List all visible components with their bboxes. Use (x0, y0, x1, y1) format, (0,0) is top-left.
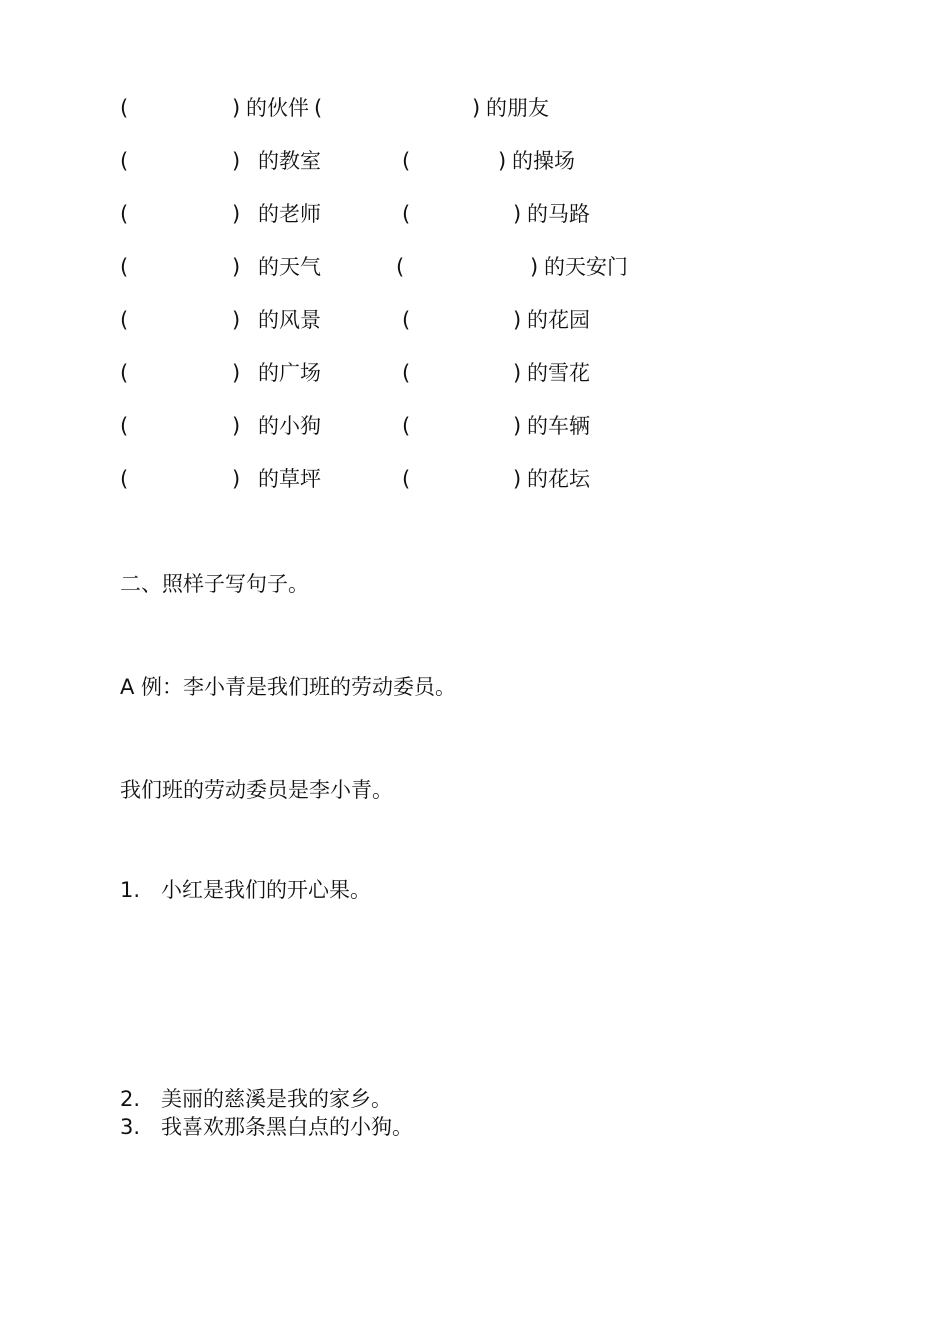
example-sentence: A 例：李小青是我们班的劳动委员。 (120, 675, 457, 699)
blank-open-paren: ( (402, 308, 411, 332)
phrase-text: 的天气 (258, 255, 321, 279)
phrase-text: 的雪花 (527, 361, 590, 385)
phrase-text: 的教室 (258, 149, 321, 173)
blank-open-paren: ( (396, 255, 405, 279)
phrase-text: 的老师 (258, 202, 321, 226)
phrase-text: 的风景 (258, 308, 321, 332)
blank-close-paren: ) (232, 308, 241, 332)
phrase-text: 的花园 (527, 308, 590, 332)
blank-close-paren: ) (232, 202, 241, 226)
section-heading: 二、照样子写句子。 (120, 572, 309, 596)
question-text: 我喜欢那条黑白点的小狗。 (161, 1115, 413, 1139)
blank-open-paren: ( (402, 149, 411, 173)
question-number: 1. (120, 878, 141, 902)
blank-close-paren: ) (232, 96, 241, 120)
blank-close-paren: ) (232, 149, 241, 173)
question-number: 3. (120, 1115, 141, 1139)
blank-open-paren: ( (402, 414, 411, 438)
blank-close-paren: ) (232, 361, 241, 385)
question-number: 2. (120, 1087, 141, 1111)
question-text: 小红是我们的开心果。 (161, 878, 371, 902)
phrase-text: 的伙伴 (246, 96, 309, 120)
phrase-text: 的草坪 (258, 467, 321, 491)
blank-close-paren: ) (498, 149, 507, 173)
blank-open-paren: ( (402, 202, 411, 226)
phrase-text: 的车辆 (527, 414, 590, 438)
phrase-text: 的天安门 (544, 255, 628, 279)
blank-open-paren: ( (120, 414, 129, 438)
blank-open-paren: ( (120, 149, 129, 173)
blank-close-paren: ) (513, 467, 522, 491)
phrase-text: 的花坛 (527, 467, 590, 491)
phrase-text: 的操场 (512, 149, 575, 173)
blank-open-paren: ( (314, 96, 323, 120)
blank-close-paren: ) (513, 361, 522, 385)
blank-open-paren: ( (120, 255, 129, 279)
blank-open-paren: ( (120, 96, 129, 120)
blank-close-paren: ) (513, 202, 522, 226)
blank-close-paren: ) (232, 414, 241, 438)
blank-close-paren: ) (530, 255, 539, 279)
blank-close-paren: ) (513, 414, 522, 438)
blank-open-paren: ( (120, 308, 129, 332)
phrase-text: 的朋友 (486, 96, 549, 120)
blank-open-paren: ( (120, 202, 129, 226)
blank-open-paren: ( (402, 467, 411, 491)
blank-open-paren: ( (120, 361, 129, 385)
phrase-text: 的马路 (527, 202, 590, 226)
blank-close-paren: ) (472, 96, 481, 120)
blank-close-paren: ) (513, 308, 522, 332)
question-text: 美丽的慈溪是我的家乡。 (161, 1087, 392, 1111)
phrase-text: 的广场 (258, 361, 321, 385)
blank-open-paren: ( (402, 361, 411, 385)
blank-close-paren: ) (232, 467, 241, 491)
blank-open-paren: ( (120, 467, 129, 491)
phrase-text: 的小狗 (258, 414, 321, 438)
example-rewritten-sentence: 我们班的劳动委员是李小青。 (120, 778, 393, 802)
blank-close-paren: ) (232, 255, 241, 279)
